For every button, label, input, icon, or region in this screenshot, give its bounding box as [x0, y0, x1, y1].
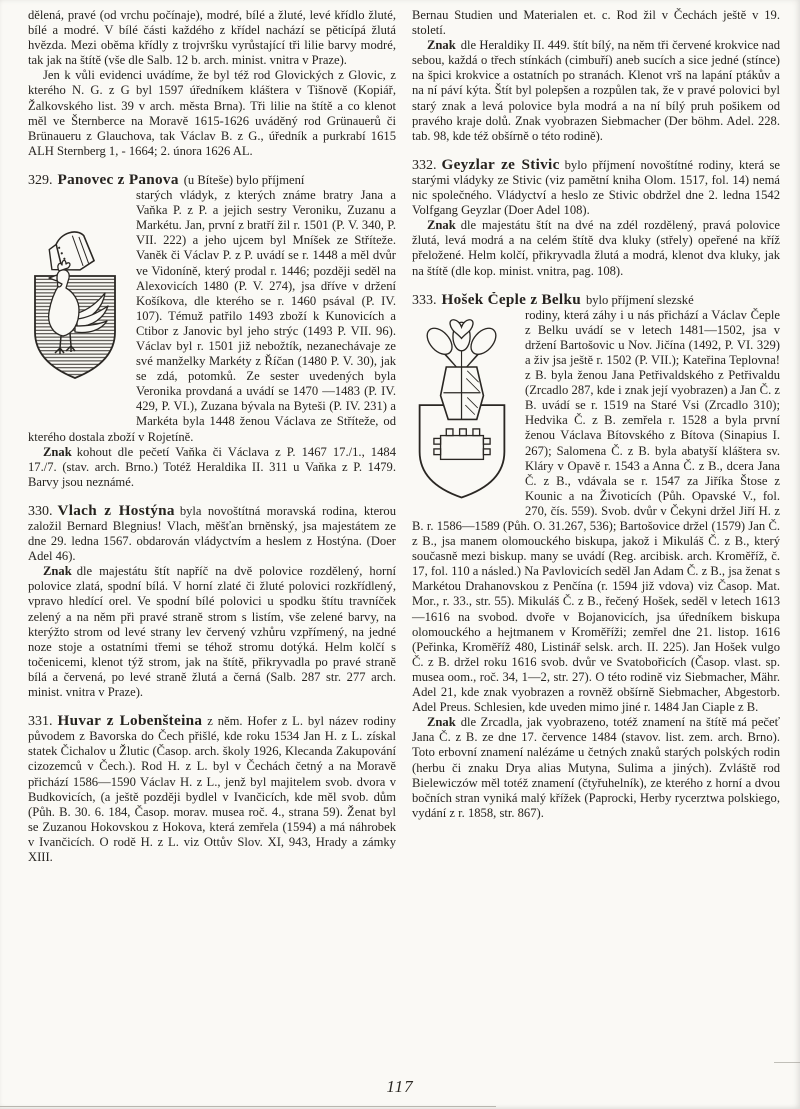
page-number: 117 [386, 1077, 414, 1096]
entry-331 [28, 713, 396, 865]
rooster-arms-icon [28, 188, 128, 424]
entry-332-body [412, 157, 780, 218]
entry-number: 333. [412, 292, 437, 308]
entry-name: Geyzlar ze Stivic [441, 155, 560, 173]
entry-333-znak [412, 715, 780, 821]
entry-331-text: z něm. Hofer z L. byl název rodiny původem z Bavorska do Čech přišlé, kde roku 1534 Jan H. z L. získal statek Čichalov u Žlutic (Časop. arch. školy 1926, Klecanda Zakupování cizozemců v Čech.). Rod H. z L. byl v Čechách četný a na Moravě přichází 1586—1590 Václav H. z L., jenž byl majitelem svob. dvora v Budkovicích, (a ještě později bydlel v Ivančicích, kde měl svob. dům (Půh. B. 30. 6. 184, Časop. morav. musea roč. 4., strana 59). Ženat byl se Zuzanou Hokovskou z Hokova, která zemřela (1594) a má náhrobek v Ivančicích. O rodě H. z L. viz Ottův Slov. XI, 943, Hrady a zámky XIII. [28, 714, 396, 864]
entry-333 [412, 292, 780, 821]
entry-330 [28, 503, 396, 700]
entry-333-heading [412, 292, 780, 308]
entry-332-znak [412, 218, 780, 278]
znak-label: Znak [43, 444, 72, 459]
entry-name: Panovec z Panova [57, 171, 179, 188]
entry-333-body [412, 308, 780, 716]
entry-332 [412, 157, 780, 279]
entry-329-znak [28, 445, 396, 490]
scan-bottom-edge [0, 1106, 496, 1107]
entry-333-text: rodiny, která záhy i u nás přichází a Václav Čeple z Belku uvádí se v letech 1481—1502, jsa v držení Bartošovic u Nov. Jičína (1492, P. VI. 329) a živ jsa ještě r. 1502 (P. VII.); Kateřina Teplovna! z B. byla ženou Jana Petřivaldského z Petřivaldu (Zrcadlo 287, kde i znak její vyobrazen) a Jan Č. z B. uvádí se r. 1519 na Staré Vsi (Zrcadlo 310); Hedvika Č. z B. zemřela r. 1528 a byla první ženou Václava Bítovského z Bítova (Sinapius I. 267); Salomena Č. z B. byla abatyší kláštera sv. Kláry v Opavě r. 1543 a Anna Č. z B., dcera Jana Č. z B., vdávala se r. 1547 za Jiříka Štose z Kounic a na Životicích (Půh. Opavské V., fol. 270, čís. 559). Svob. dvůr v Čekyni držel Jiří H. z B. r. 1586—1589 (Půh. O. 31.267, 536); Bartošovice držel (1579) Jan Č. z B., jsa manem olomouckého biskupa, jakož i Mikuláš Č. z B., který současně mezi biskup. many se uvádí (Reg. arcibisk. arch. Kroměříž, č. 17, fol. 110 a násled.) Na Pavlovicích seděl Jan Adam Č. z B., jsa ženat s Markétou Drahanovskou z Penčína (r. 1594 již vdova) viz Časop. Mat. Mor., r. 33., str. 55). Mikuláš Č. z B., řečený Hošek, seděl v letech 1613—1616 na svobod. dvoře v Bojanovicích, jsa úředníkem biskupa olomouckého a hejtmanem v Kroměříži; zemřel dne 21. listop. 1616 (Peřinka, Kroměříž 480, Listinář selsk. arch. II. 225). Jan Hošek vulgo Č. z B. držel roku 1616 svob. dvůr ve Svatobořicích (Časop. vlast. sp. musea oom., roč. 34, 1—2, str. 27). O této rodině viz Siebmacher, Mähr. Adel 21, kde znak vyobrazen a rovněž obšírně Siebmacher, Abgestorb. Adel Preus. Schlesien, kde uveden mimo jiné r. 1484 Jan Ciaple z B. [412, 307, 780, 715]
entry-329-body [28, 188, 396, 445]
entry-name: Huvar z Lobenšteina [57, 712, 203, 730]
entry-331-body [28, 713, 396, 865]
paragraph-continuation: dělená, pravé (od vrchu počínaje), modré, bílé a žluté, levé křídlo žluté, bílé a modré. V bílé části každého z křídel nachází se pěticípá žlutá hvězda. Mezi oběma křídly z trojvršku vyrůstající tři lilie barvy modré, tak jak na štítě (vše dle Salb. 12 b. arch. minist. vnitra v Praze). [28, 8, 396, 68]
entry-332-text: bylo příjmení novoštítné rodiny, která se starými vládyky ze Stivic (viz pamětní kniha Olom. 1517, fol. 14) nemá nic společného. Vládyctví a heslo ze Stivic obdržel dne 2. ledna 1542 Volfgang Geyzlar (Doer Adel 108). [412, 157, 780, 218]
belku-arms-icon [412, 308, 518, 506]
entry-330-znak [28, 564, 396, 700]
znak-text: dle Zrcadla, jak vyobrazeno, totéž znamení na štítě má pečeť Jana Č. z B. ze dne 17. července 1484 (stavov. list. zem. arch. Brno). Toto erbovní znamení nalézáme u četných znaků starých polských rodin (herbu či znaku Drya alias Mutyna, Sulima a jiných). Zvláště rod Bielewiczów měl totéž znamení (čtyřuhelník), ze kterého z horní a dvou bočních stran vyniká malý křížek (Paprocki, Herby rycerztwa polskiego, vydání z r. 1858, str. 867). [412, 715, 780, 820]
paragraph-evidence: Jen k vůli evidenci uvádíme, že byl též rod Glovických z Glovic, z kterého N. G. z G byl 1597 úředníkem kláštera v Tišnově (Kopiář, Žalkovského list. 39 v arch. města Brna). Tři lilie na štítě a co klenot měl ve Šternberce na Moravě 1615-1626 uváděný rod Grünauerů či Brünaueru z Glauchova, tak Václav B. z G., úředník a purkrabí 1615 ALH Sternberg 1, - 1664; 2. února 1626 AL. [28, 68, 396, 158]
right-column [412, 8, 780, 865]
entry-name: Vlach z Hostýna [57, 501, 175, 519]
entry-number: 331. [28, 714, 53, 730]
entry-329 [28, 172, 396, 490]
znak-text: dle majestátu štít napříč na dvě polovice rozdělený, horní polovice zlatá, spodní bílá. V horní zlaté či žluté polovici rozkřídlený, vpravo hledící orel. Ve spodní bílé polovici u spodku štítu travníček zelený a na něm při pravé straně strom s listím, vše zelené barvy, na kterýžto strom od levé strany lev červený vzhůru vzpřímený, na jedné noze stoje a ostatními třemi se téhož stromu dotýká. Helm kolčí s točenicemi, klenot týž strom, jak na štítě, přikryvadla po pravé straně bílá a červená, po levé straně žlutá a černá (Salb. 287 str. 277 arch. minist. vnitra v Praze). [28, 564, 396, 700]
entry-lead: bylo příjmení slezské [585, 292, 694, 307]
entry-number: 330. [28, 503, 53, 519]
entry-lead: (u Bíteše) bylo příjmení [183, 172, 305, 187]
znak-label: Znak [427, 715, 456, 730]
znak-text: kohout dle pečetí Vaňka či Václava z P. 1467 17./1., 1484 17./7. (stav. arch. Brno.) Totéž Heraldika II. 311 u Vaňka z P. 1479. Barvy jsou neznámé. [28, 444, 396, 489]
left-column [28, 8, 396, 865]
znak-label: Znak [427, 38, 456, 53]
paragraph-continuation-right: Bernau Studien und Materialen et. c. Rod žil v Čechách ještě v 19. století. [412, 8, 780, 38]
znak-text: dle Heraldiky II. 449. štít bílý, na něm tři červené krokvice nad sebou, každá o třech stínkách (cimbuří) aneb sucích a sice jedné (stínce) na špici krokvice a ostatních po stranách. Klenot vrš na lapání ptákův a na ní páví kýta. Štít byl polepšen a rozpůlen tak, že v pravé polovici byl starý znak a levá polovice byla modrá a na ní bílý pruh pošikem od pravého kraje dolů. Znak vyobrazen Siebmacher (Der böhm. Adel. 228. tab. 98, kde též obšírně o této rodině). [412, 38, 780, 143]
entry-number: 332. [412, 157, 437, 173]
entry-329-heading [28, 172, 396, 188]
znak-heraldiky-paragraph [412, 38, 780, 144]
scan-edge-artifact [774, 1062, 800, 1063]
znak-text: dle majestátu štít na dvé na zdél rozdělený, pravá polovice žlutá, levá modrá a na celém štítě dva kluky (střely) opeřené na kříž přeložené. Helm kolčí, přikryvadla žlutá a modrá, klenot dva kluky, jak na štítě (dle kop. minist. vnitra, pag. 108). [412, 218, 780, 278]
znak-label: Znak [427, 218, 456, 233]
entry-330-text: byla novoštítná moravská rodina, kterou založil Bernard Blegnius! Vlach, měšťan brněnský, jsa majestátem ze dne 29. ledna 1567. obdarován vládyctvím a heslem z Hostýna. (Doer Adel 46). [28, 503, 396, 564]
entry-329-text: starých vládyk, z kterých známe bratry Jana a Vaňka P. z P. a jejich sestry Veroniku, Zuzanu a Markétu. Jan, první z bratří žil r. 1501 (P. V. 340, P. VII. 222) a jeho ujcem byl Mníšek ze Stříteže. Vaněk či Václav P. z P. uvádí se r. 1448 a měl dvůr ve Vidoníně, který prodal r. 1446; později seděl na Alexovicích 1480 (P. V. 274), jsa dříve v držení Košíkova, dle kterého se r. 1460 psával (P. IV. 107). Témuž patřilo 1493 zboží k Kunovicích a Ctibor z Janovic byl jeho strýc (1493 P. VII. 96). Václav byl r. 1501 již nebožtík, nezanechávaje ze své manželky Markéty z Říčan (1480 P. V. 30), jak se zdá, potomků. Ze sester uvedených byla Veronika provdaná a uvádí se 1470 —1483 (P. IV. 429, P. VI.), Zuzana bývala na Byteši (P. IV. 231) a Markéta byla 1448 ženou Václava ze Stříteže, od kterého dostala zboží v Rojetíně. [28, 188, 396, 444]
page-footer [0, 1077, 800, 1097]
znak-label: Znak [43, 564, 72, 579]
entry-name: Hošek Čeple z Belku [441, 291, 581, 308]
entry-number: 329. [28, 172, 53, 188]
entry-330-body [28, 503, 396, 564]
